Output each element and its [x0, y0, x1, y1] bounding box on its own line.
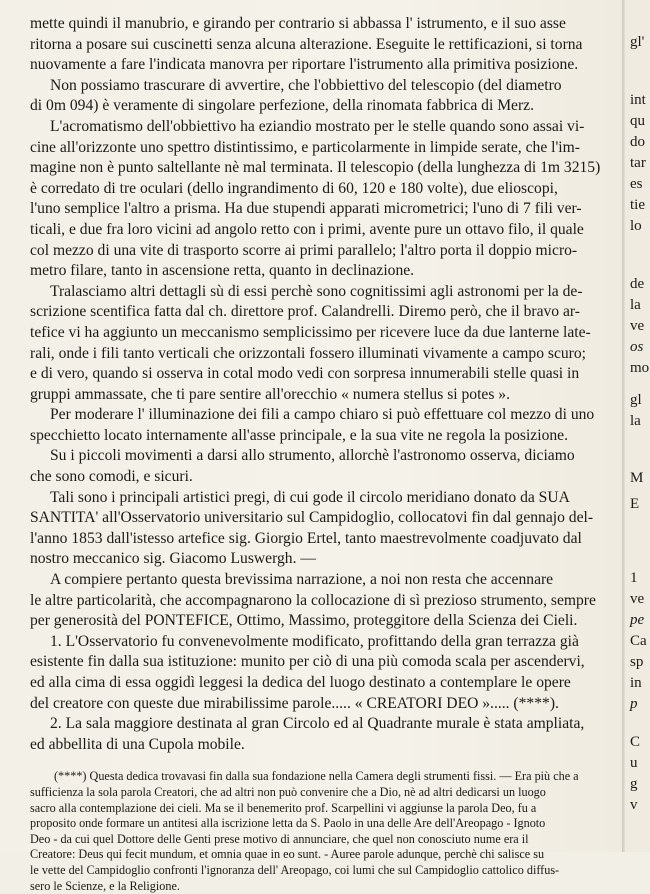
adjacent-fragment: do [630, 134, 645, 150]
adjacent-fragment: ve [630, 591, 645, 607]
adjacent-fragment: pe [630, 612, 645, 628]
footnote-line: Deo - da cui quel Dottore delle Genti prese motivo di annunciare, che quel non conosciuto nume era il [30, 831, 529, 846]
text-line: ed alla cima di essa oggidì leggesi la dedica del luogo destinato a contemplare le opere [30, 674, 571, 691]
footnote-separator [30, 755, 613, 769]
paragraph-start-line: L'acromatismo dell'obbiettivo ha eziandio mostrato per le stelle quando sono assai vi- [50, 117, 585, 135]
text-line: esistente fin dalla sua istituzione: munito per ciò di una più comoda scala per ascendervi, [30, 653, 585, 671]
text-line: ed abbellita di una Cupola mobile. [30, 735, 245, 753]
footnote-line: proposito onde formare un antitesi alla iscrizione letta da S. Paolo in una delle Are dell'Areopago - Ignoto [30, 816, 546, 831]
text-line: specchietto locato internamente all'asse principale, e la sua vite ne regola la posizione. [30, 426, 568, 444]
paragraph-start-line: Tralasciamo altri dettagli sù di essi perchè sono cognitissimi agli astronomi per la de- [50, 282, 583, 300]
text-line: l'uno semplice l'altro a prisma. Ha due stupendi apparati micrometrici; l'uno di 7 fili ver- [30, 200, 582, 218]
footnote-line: sufficienza la sola parola Creatori, che ad altri non può convenire che a Dio, nè ad altri dedicarsi un luogo [30, 784, 546, 799]
adjacent-fragment: os [630, 339, 644, 355]
adjacent-fragment: ve [630, 318, 645, 334]
text-line: magine non è punto saltellante nè mal terminata. Il telescopio (della lunghezza di 1m 3215) [30, 159, 601, 177]
text-line: nostro meccanico sig. Giacomo Luswergh. — [30, 550, 316, 568]
adjacent-fragment: gl' [630, 34, 645, 50]
footnote-line: le vette del Campidoglio confronti l'ignoranza dell' Areopago, coi lumi che sul Campidoglio cattolico diffus- [30, 862, 560, 877]
adjacent-fragment: mo [630, 360, 650, 376]
footnote-line: (****) Questa dedica trovavasi fin dalla sua fondazione nella Camera degli strumenti fissi. — Era più che a [54, 769, 579, 784]
numbered-item-line: 1. L'Osservatorio fu convenevolmente modificato, profittando della gran terrazza già [50, 632, 579, 650]
adjacent-fragment: de [630, 276, 645, 292]
adjacent-page-edge [627, 0, 650, 852]
text-line: per generosità del PONTEFICE, Ottimo, Massimo, proteggitore della Scienza dei Cieli. [30, 612, 578, 630]
adjacent-fragment: C [630, 734, 641, 750]
footnote-line: Creatore: Deus qui fecit mundum, et omnia quae in eo sunt. - Auree parole adunque, perchè chi salisce su [30, 847, 545, 862]
adjacent-fragment: tie [630, 197, 645, 213]
paragraph-start-line: Tali sono i principali artistici pregi, di cui gode il circolo meridiano donato da SUA [50, 488, 570, 506]
paragraph-start-line: Su i piccoli movimenti a darsi allo strumento, allorchè l'astronomo osserva, diciamo [50, 447, 575, 465]
text-line: cine all'orizzonte uno spettro distintissimo, e particolarmente in limpide serate, che l'im- [30, 138, 580, 156]
adjacent-fragment: gl [630, 392, 642, 408]
adjacent-fragment: sp [630, 654, 644, 670]
text-line: scrizione scentifica fatta dal ch. direttore prof. Calandrelli. Diremo però, che il bravo ar- [30, 303, 580, 321]
adjacent-fragment: lo [630, 218, 642, 234]
text-line: metro filare, tanto in ascensione retta, quanto in declinazione. [30, 262, 415, 280]
adjacent-fragment: E [630, 496, 640, 512]
adjacent-fragment: la [630, 297, 641, 313]
adjacent-fragment: M [630, 470, 644, 486]
text-line: che sono comodi, e sicuri. [30, 468, 193, 486]
adjacent-fragment: int [630, 92, 646, 108]
text-line: è corredato di tre oculari (dello ingrandimento di 60, 120 e 180 volte), due elioscopi, [30, 179, 558, 197]
text-line: gruppi ammassate, che ti pare sentire all'orecchio « numera stellus si potes ». [30, 385, 511, 403]
adjacent-fragment: tar [630, 155, 646, 171]
paragraph-start-line: A compiere pertanto questa brevissima narrazione, a noi non resta che accennare [50, 571, 554, 589]
paragraph-start-line: Per moderare l' illuminazione dei fili a campo chiaro si può effettuare col mezzo di uno [50, 406, 595, 424]
adjacent-fragment: qu [630, 113, 645, 129]
footnote-line: sero le Scienze, e la Religione. [30, 878, 180, 893]
footnote-line: sacro alla contemplazione dei cieli. Ma se il benemerito prof. Scarpellini vi aggiunse la parola Deo, fu a [30, 800, 537, 815]
adjacent-fragment: 1 [630, 570, 638, 586]
text-line: ticali, e due fra loro vicini ad angolo retto con i primi, avente pure un ottavo filo, il quale [30, 220, 584, 238]
adjacent-fragment: Ca [630, 633, 647, 649]
text-line: le altre particolarità, che accompagnarono la collocazione di sì prezioso strumento, sempre [30, 591, 596, 609]
adjacent-fragment: g [630, 776, 638, 792]
paragraph-start-line: Non possiamo trascurare di avvertire, che l'obbiettivo del telescopio (del diametro [50, 76, 562, 94]
page-gutter [622, 0, 625, 852]
text-line: e di vero, quando si osserva in cotal modo vedi con sorpresa innumerabili stelle quasi in [30, 365, 580, 383]
adjacent-fragment: in [630, 675, 642, 691]
adjacent-fragment: la [630, 413, 641, 429]
adjacent-fragment: es [630, 176, 643, 192]
text-line: nuovamente a fare l'indicata manovra per riportare l'istrumento alla primitiva posizione. [30, 56, 579, 74]
adjacent-fragment: u [630, 755, 638, 771]
text-line: di 0m 094) è veramente di singolare perfezione, della rinomata fabbrica di Merz. [30, 97, 534, 115]
text-line: col mezzo di una vite di trasporto scorre ai primi parallelo; l'altro porta il doppio micro- [30, 241, 578, 259]
text-line: ritorna a posare sui cuscinetti senza alcuna alterazione. Eseguite le rettificazioni, si torna [30, 35, 583, 53]
text-line: SANTITA' all'Osservatorio universitario sul Campidoglio, collocatovi fin dal gennajo del- [30, 509, 594, 527]
text-line: del creatore con queste due mirabilissime parole..... « CREATORI DEO »..... (****). [30, 694, 559, 712]
text-line: l'anno 1853 dall'istesso artefice sig. Giorgio Ertel, tanto maestrevolmente coadjuvato dal [30, 529, 582, 547]
adjacent-fragment: p [630, 696, 638, 712]
text-line: rali, onde i fili tanto verticali che orizzontali fossero illuminati vivamente a campo scuro; [30, 344, 586, 362]
numbered-item-line: 2. La sala maggiore destinata al gran Circolo ed al Quadrante murale è stata ampliata, [50, 715, 585, 733]
adjacent-fragment: v [630, 797, 638, 813]
text-line: mette quindi il manubrio, e girando per contrario si abbassa l' istrumento, e il suo asse [30, 15, 566, 32]
main-text-column [30, 14, 613, 894]
text-line: tefice vi ha aggiunto un meccanismo semplicissimo per ricevere luce da due lanterne late- [30, 323, 591, 341]
